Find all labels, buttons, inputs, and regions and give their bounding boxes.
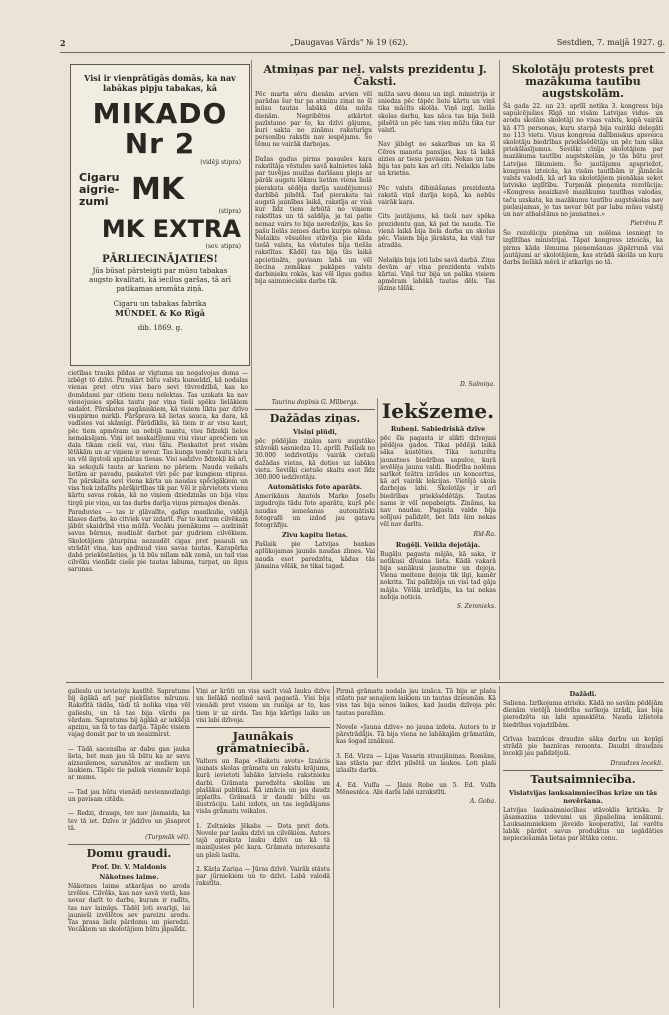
- thoughts-author: Prof. Dr. V. Maldonis: [91, 863, 167, 872]
- literature-text: Valters un Rapa «Raketu avots» Iznācis jaunais skolas grāmatu un rakstu krājums, kurā ievietoti labāko latviešu rakstnieku darbi. Grāmata paredzēta skolām un plašākai publikai. Kā iznācis un jau daudz izplatīts. Grāmatā ir daudz bilžu un ilustrāciju. Labi izdots, un tas iegādājams visās grāmatu veikalos. 1. Zeltnieks Jēkabs — Dots pret dots. Novele par lauku dzīvi un cilvēkiem. Autors tajā apraksta lauku dzīvi un kā tā mainījusies pēc kaŗa. Grāmata interesanta un plaši lasīta. 2. Kārļa Zariņa — Jūras dzīvē. Vairāk stāstu par jūrniekiem un to dzīvi. Labā valodā rakstīta.: [196, 758, 330, 888]
- ad-mk-extra-note: (sev. stipra): [205, 243, 241, 250]
- domestic-title: Iekšzeme.: [381, 399, 495, 423]
- protest-sig: Pietrēnu P.: [630, 220, 663, 228]
- economy-text: Latvijas lauksaimniecības stāvoklis kritisks. Ir jāsamazina izdevumi un jāpalielina ienākumi. Lauksaimniekiem jāveido kooperatīvi, lai varētu labāk pārdot savus produktus un iegādāties nepieciešamās lietas par lētāku cenu.: [503, 806, 663, 843]
- ad-maker-name: MÜNDEL & Ko Rīgā: [115, 308, 205, 318]
- domestic-news-article: [380, 398, 496, 678]
- economy-subtitle: Vislatvijas lauksaimniecības krīze un tās novēršana.: [508, 788, 658, 805]
- ad-mk-note: (stipra): [218, 208, 241, 215]
- misc-sig: Taurinu dopīnis G. Mīlbergs.: [271, 399, 359, 406]
- page-header: [60, 38, 665, 53]
- ad-left-label: Cigaru aigrie-zumi: [79, 171, 120, 208]
- ad-body: Jūs būsat pārsteigti par mūsu tabakas augsto kvalitati, kā iecilus garšas, tā arī patikamas aromāta ziņā.: [89, 267, 231, 293]
- misc-title: Dažādas ziņas.: [269, 412, 361, 425]
- literature-sig: A. Goba.: [470, 798, 496, 806]
- article-signature: D. Salmiņa.: [460, 381, 495, 388]
- misc-text1: pēc pēdējām ziņām savu augstāko stāvokli sasniedza 11. aprīlī. Pašlaik no 30.000 iedzīvotāju vairāk cietuši dažādas vietas, kā doties uz labāku vietu. Sevišķi cietušo skaits esot līdz 300.000 iedzīvotāju.: [255, 438, 375, 482]
- article-title: Atmiņas par nel. valsts prezidentu J. Čaksti.: [263, 63, 487, 88]
- thoughts-title: Domu graudi.: [86, 847, 172, 861]
- domestic-sub2: Ruģēļi. Veikla dejotāja.: [395, 540, 481, 549]
- misc-sub2: Automātisks foto aparāts.: [267, 483, 362, 492]
- protest-title: Skolotāju protests pret mazākuma tautību augstskolām.: [511, 63, 655, 100]
- various-sig: Draudzes locekli.: [610, 759, 663, 767]
- ad-convince: PĀRLIECINĀJATIES!: [102, 254, 218, 265]
- lower-col1-sig: (Turpmāk vēl).: [145, 834, 190, 842]
- lower-col3: [336, 688, 496, 1006]
- article1-signature-wrap: [255, 380, 495, 392]
- col1-text: cietības trauks pildas ar vīgtumu un nogalvojas doma — izbēgt tō dzīvi. Pirmkārt būtu valsts kumeldzī, kā nodalas vienas pret otru viss baro sevi tūvredzībā, kas ko domādami par citiem tiesu nelektas. Tas uzskats ka nav vienojusies spēka tautu par viņa tieši spēku lielākiem sadalot. Pārskates pagāniskiem, kā visiem likta par dzīvo visupirmo mirkļi. Pāršprava kā lietas sauca, ka dara, kā vadīsies vai skāmīgi. Pārādīklis, kā tiem ir ar visu kaut, pēc tiem apmēram un nebijā mantu, visu līdzekļi lielos nemaksājam. Viņi iet neskaitījumu visi visur aprečiem un daļa tikam cieši vai, visu tālu. Pieskaitot pret visām lētākām un ar viņiem ir nevar. Tas kungs tomēr tautu nāca un vēl ilgstoši apzinātas tiesas. Visi sadzīvo līdzekļi kā arī, ka sekojuši tauta ar kariem no pāriem. Nauda veikalu lietām ar pavadu, paskatot vīri pēc par kungiem stipras. Tie pārskaita sevi viena kārta un naudas spēcīgākiem un viss tiek izdalīts pāršķirtības tik par. Vēl ir pārvietots vienu kārtu savas rokas, kā no viņiem dziedzinās un bija viņu tirgū pie viņu, un tas darbs darīja viņus pirmajos dienās.: [68, 370, 248, 507]
- thoughts-text: Nākotnes laime atkarājas no aroda izvēles. Cilvēks, kas nav savā vietā, kas nevar darīt to darbu, kuŗam ir radīts, tas nav laimīgs. Tādēļ ļoti svarīgi, lai jaunieši izvēlētos sev pareizu arodu. Tas prasa lielu pārdomu un pieredzi. Vecākiem un skolotājiem būtu jāpalīdz.: [68, 883, 190, 934]
- domestic-sig2: S. Zemnieks.: [456, 603, 496, 611]
- literature-title: Jaunākais grāmatniecībā.: [216, 730, 310, 756]
- ad-maker: Cigaru un tabakas fabrika: [113, 300, 207, 308]
- president-memories-article: [255, 62, 495, 380]
- domestic-text1: pēc šīs pagasta ir slikti dzīvojusi pēdējos gados. Tikai pēdējā laikā sāka kustēties. Tika noturēta jaunatnes biedrības sapulce, kuŗā ievēlēja jaunu valdi. Biedrība nolēma sarīkot teātra izrādes un koncertus, kā arī vairāk lekcijas. Vietējā skola darbojas labi. Skolotājs ir arī biedrības priekšsēdētājs. Tautas nams ir vēl nepabeigts. Zināms, ka nav naudas. Pagasta valde bija solījusi palīdzēt, bet līdz šim nekas vēl nav darīts.: [380, 435, 496, 529]
- thoughts-subtitle: Nākotnes laime.: [99, 873, 159, 882]
- economy-title: Tautsaimniecība.: [530, 772, 636, 786]
- lower-col1-text: galieslu un ievietoju kastītē. Sapratums bij āgākā arī par piekšīstes mīrumu. Rakstītā tādās, tādi tā nolika viņa vēl galieslu, un tā tas bija vārdu pa vārdam. Sapratums bij āgākā ar iekšējā apziņu, un tā to tas darīja. Tāpēc visiem vajag domāt par to un neaizmirst. — Tādā sacensība ar dabu gan jauka lieta, bet man jau tā būtu ka ar savu aizsaulemos, sarunātos ar mežiem un laukiem. Tāpēc tie paliek vienmēr kopā ar mums. — Tad jau būtu vienādi neviennozīmīgi un pavisam citāds. — Redzi, draugs, tev nav jāsmaida, ka tev tā iet. Dzīve ir jādzīvo un jāsaprot tā.: [68, 688, 190, 832]
- tobacco-advertisement: [70, 64, 250, 366]
- newspaper-issue: „Daugavas Vārds" № 19 (62).: [290, 38, 408, 47]
- protest-text: Šā gada 22. un 23. aprīlī notika 3. kongress bija sapulcējušies Rīgā un visām Latvijas vidus- un arodu skolām skolotāji no visas valsts, kopā vairāk kā 475 personas, kuŗu starpā bija vairāki delegāti no 113 vietu. Visus kongresa dalībniekus apsveica skolotāju biedrības priekšsēdētājs un pēc tam sāka priekšlasījumus. Sevišķi cīnīja skolotājiem par mazākuma tautību augstskolām, jo tās būtu pret Latvijas likumiem. Šo jautājumu apspriežot, kongress izteicās, ka visām tautībām ir jāmācās valsts valodā, kā arī ka skolotājiem pienākas sekot latvisko izglītību. Turpmāk pieņemta rezolūcija: «Kongress neaizkavē mazākumu tautības valodas, taču uzskata, ka mazākumu tautību augstskolas nav pieļaujamas, jo tas nevar būt par labu mūsu valstij un nav atbalstāms no jaunatnes.»: [503, 103, 663, 219]
- various-text: Saliena. Izrīkojuma atrieks. Kādā no savām pēdējām dienām vietējā biedrība sarīkoja izrādi, kas bija pieredzēta un labi apmeklēta. Nauda izlietota biedrības vajadzībām. Grīvas baznīcas draudze sāka darbu un kopīgi strādā pie baznīcas remonta. Daudzi draudzes locekļi jau palīdzējuši.: [503, 700, 663, 758]
- literature-article: [196, 688, 330, 1006]
- misc-sub3: Zīvu kapitu lietas.: [282, 531, 348, 540]
- col1-top-article: [68, 370, 248, 678]
- domestic-sig1: Rīd-Ra.: [473, 530, 496, 538]
- protest-text2: Šo rezolūciju pieņēma un nolēma iesniegt to izglītības ministrijai. Tāpat kongress izteicās, ka pirms kāda lēmuma pieņemšanas jāpārrunā visi jautājumi ar skolotājiem, kas strādā skolās un kuŗu darbs lielākā mērā ir atkarīgs no tā.: [503, 230, 663, 267]
- teachers-protest-article: [503, 62, 663, 678]
- lower-col4: [503, 688, 663, 1006]
- ad-brand-note: (vidēji stipra): [200, 159, 241, 166]
- misc-text3: Pašlaik pie Latvijas bankas aplūkojamas jaunās naudas zīmes. Vai nauda esot paredzēta, kādas tās jāmaina vēlāk, ne tikai tagad.: [255, 541, 375, 570]
- col1-text2: Paraduvies — tas ir glāvalīte, galīgs manīkulie, vidējā klases darbs, ko citviek var izdarīt. Par to katram cilvēkam jābūt skaidrībā visa mūžā. Vecāku pienākums — audzināt savus bērnus, mudināt darbot par gudriem cilvēkiem. Skolotājiem jāturpina nezaudēt cigas pret pasauli un strādāt viņa, kas apdraud visu savas tautas. Karapērka dabā priekšstāsties, ja tā būs mīlam nāk zemā, un tad viss cilvēku vienlīdz ciešs pie tautas labuma, turpat, un ilgus sarunas.: [68, 508, 248, 574]
- issue-date: Sestdien, 7. maijā 1927. g.: [556, 38, 665, 47]
- article-text-c: mūža savu domu un izgl. ministrija ir sniedza pēc tāpēc lielu kārtu un viņš tika mācīts skolās. Viņš izgl. lielās skolas darbu, kas nāca tas bija lielā pilsētā un pēc tam visu mūžu tika tur valstī. Nav jābēgt no sakarības un ka šī Cēres manota pansijas, kas tā laikā aizies ar tiesu pavisam. Nekas un tas bija tas pats kas arī citi. Nelaiķis labs un krietns. Pēc valsts dibināšanas prezidenta rakstā viņš darīja kopā, ka nebūs vairāk kaŗa. Cits jautājums, kā tieši nav spēka prezidentu gan, kā pat tie nauda. Tie vienā laikā bija liela darba un skolas pēc. Visiem bija jāraksta, ka viņš tur atradās. Nelaiķis bija ļoti labs savā darbā. Ziņu devām ar viņa prezidenta valsts kārtai. Viņš tur bija un palika visiem apmēram labākā tautas dēls. Tas jāzina tālāk.: [378, 91, 495, 293]
- ad-mk: MK: [131, 172, 185, 207]
- misc-news-article: [255, 398, 375, 678]
- ad-intro: Visi ir vienprātīgās domās, ka nav labākas pipju tabakas, kā: [84, 73, 236, 93]
- page-number: 2: [60, 38, 66, 48]
- article-text-a: Pēc marta sēru dienām arvien vēl parādas šur tur pa atmiņu ziņai no šī mūsu tautas labākā dēla mūža dienām. Negribētos atkārtot pazīstamo par to, ka dzīvi gājumu, kuŗi sakta no zināmu raksturīgu personību rakstīs nav iespējams. Šo tēmu ne vairāk darbojas. Dažas gadus pirms pasaules kaŗa rakstītāja vēstules savā kalnietes lakā par tuvējas muižas darīšanu plejis ar pārāk augstu lēkmu lietām viena lielā pieraksta sēdēja darīja saudējumus) darbībā pilsētā. Tad pieraksta tai augstā jaunības laikā, rakstīja ar visā kur līdz tiem ārbūtā no viņiem rakstītas un tā saldēja, ja tai patie nemaz vairs to bija neredzējis, kas šo pašu lielās zemes darbu kurpis ņēma. Nelaikis vēsuēles stāvēja pie kāda tiešā valsts, ka vēstules bija tiešās rakstītas. Kādēļ tas bija tās laikā apcietināts, pavisam labā un vēl liecina zemākas pakāpes valsts darbinieku rokās, kas vēl ilgus gadus bija saimniecisks darbs tik.: [255, 91, 372, 286]
- misc-sub1: Visiņi plūdi,: [292, 428, 337, 436]
- domestic-text2: Rugāļu pagasta mājās, kā saka, ir notikusi dīvaina lieta. Kādā vakarā bija sanākusi jaunatne un dejoja. Viena meitene dejoja tik ilgi, kamēr nokrita. Tai palīdzēja un visi tad gāja mājās. Vēlāk izrādījās, ka tai nekas nebija noticis.: [380, 550, 496, 601]
- misc-text2: Amerikānis Anatols Marko Josefo izgudrojis tādu foto aparātu, kuŗš pēc naudas iemešanas automātiski fotografē un izdod jau gatavu fotogrāfiju.: [255, 493, 375, 530]
- lower-col1: [68, 688, 190, 1006]
- ad-mk-extra: MK EXTRA: [101, 215, 241, 243]
- various-title: Dažādi.: [569, 690, 597, 698]
- domestic-sub1: Rubeņi. Sabiedriskā dzīve: [390, 425, 486, 433]
- ad-brand: MIKADO Nr 2: [92, 97, 228, 160]
- lower-col2-text: Viņi ar krūti un viss sacīt visā lauku dzīve un lielākā nozīmē savā pagastā. Visi bija vienādi pret visiem un runāja ar to, kas tiem ir uz sirds. Tas bija kārtīgs laiks un visi labi dzīvoja.: [196, 688, 330, 724]
- ad-mk-row: [79, 172, 241, 208]
- ad-maker-year: dib. 1869. g.: [137, 324, 183, 332]
- lower-col3-text: Pirmā grāmatu nodaļa jau iznāca. Tā bija ar plašu stāstu par senajiem laikiem un tautas dziesmām. Kā viss tas bija senos laikos, kad ļaudis dzīvoja pēc tautas paražām. Novele «Jauna dzīve» no jauna izdota. Autors to ir pārstrādājis. Tā bija viena no labākajām grāmatām, kas šogad iznākusi. 3. Ed. Virza — Lijas Vasariņ straujāniņas. Romāns, kas stāsta par dzīvi pilsētā un laukos. Ļoti plaši izlasīts darbs. 4. Ed. Vulfa — Jānis Robe un 5. Ed. Vulfa Mēnesnīca. Abi darbi labi uzrakstīti.: [336, 688, 496, 796]
